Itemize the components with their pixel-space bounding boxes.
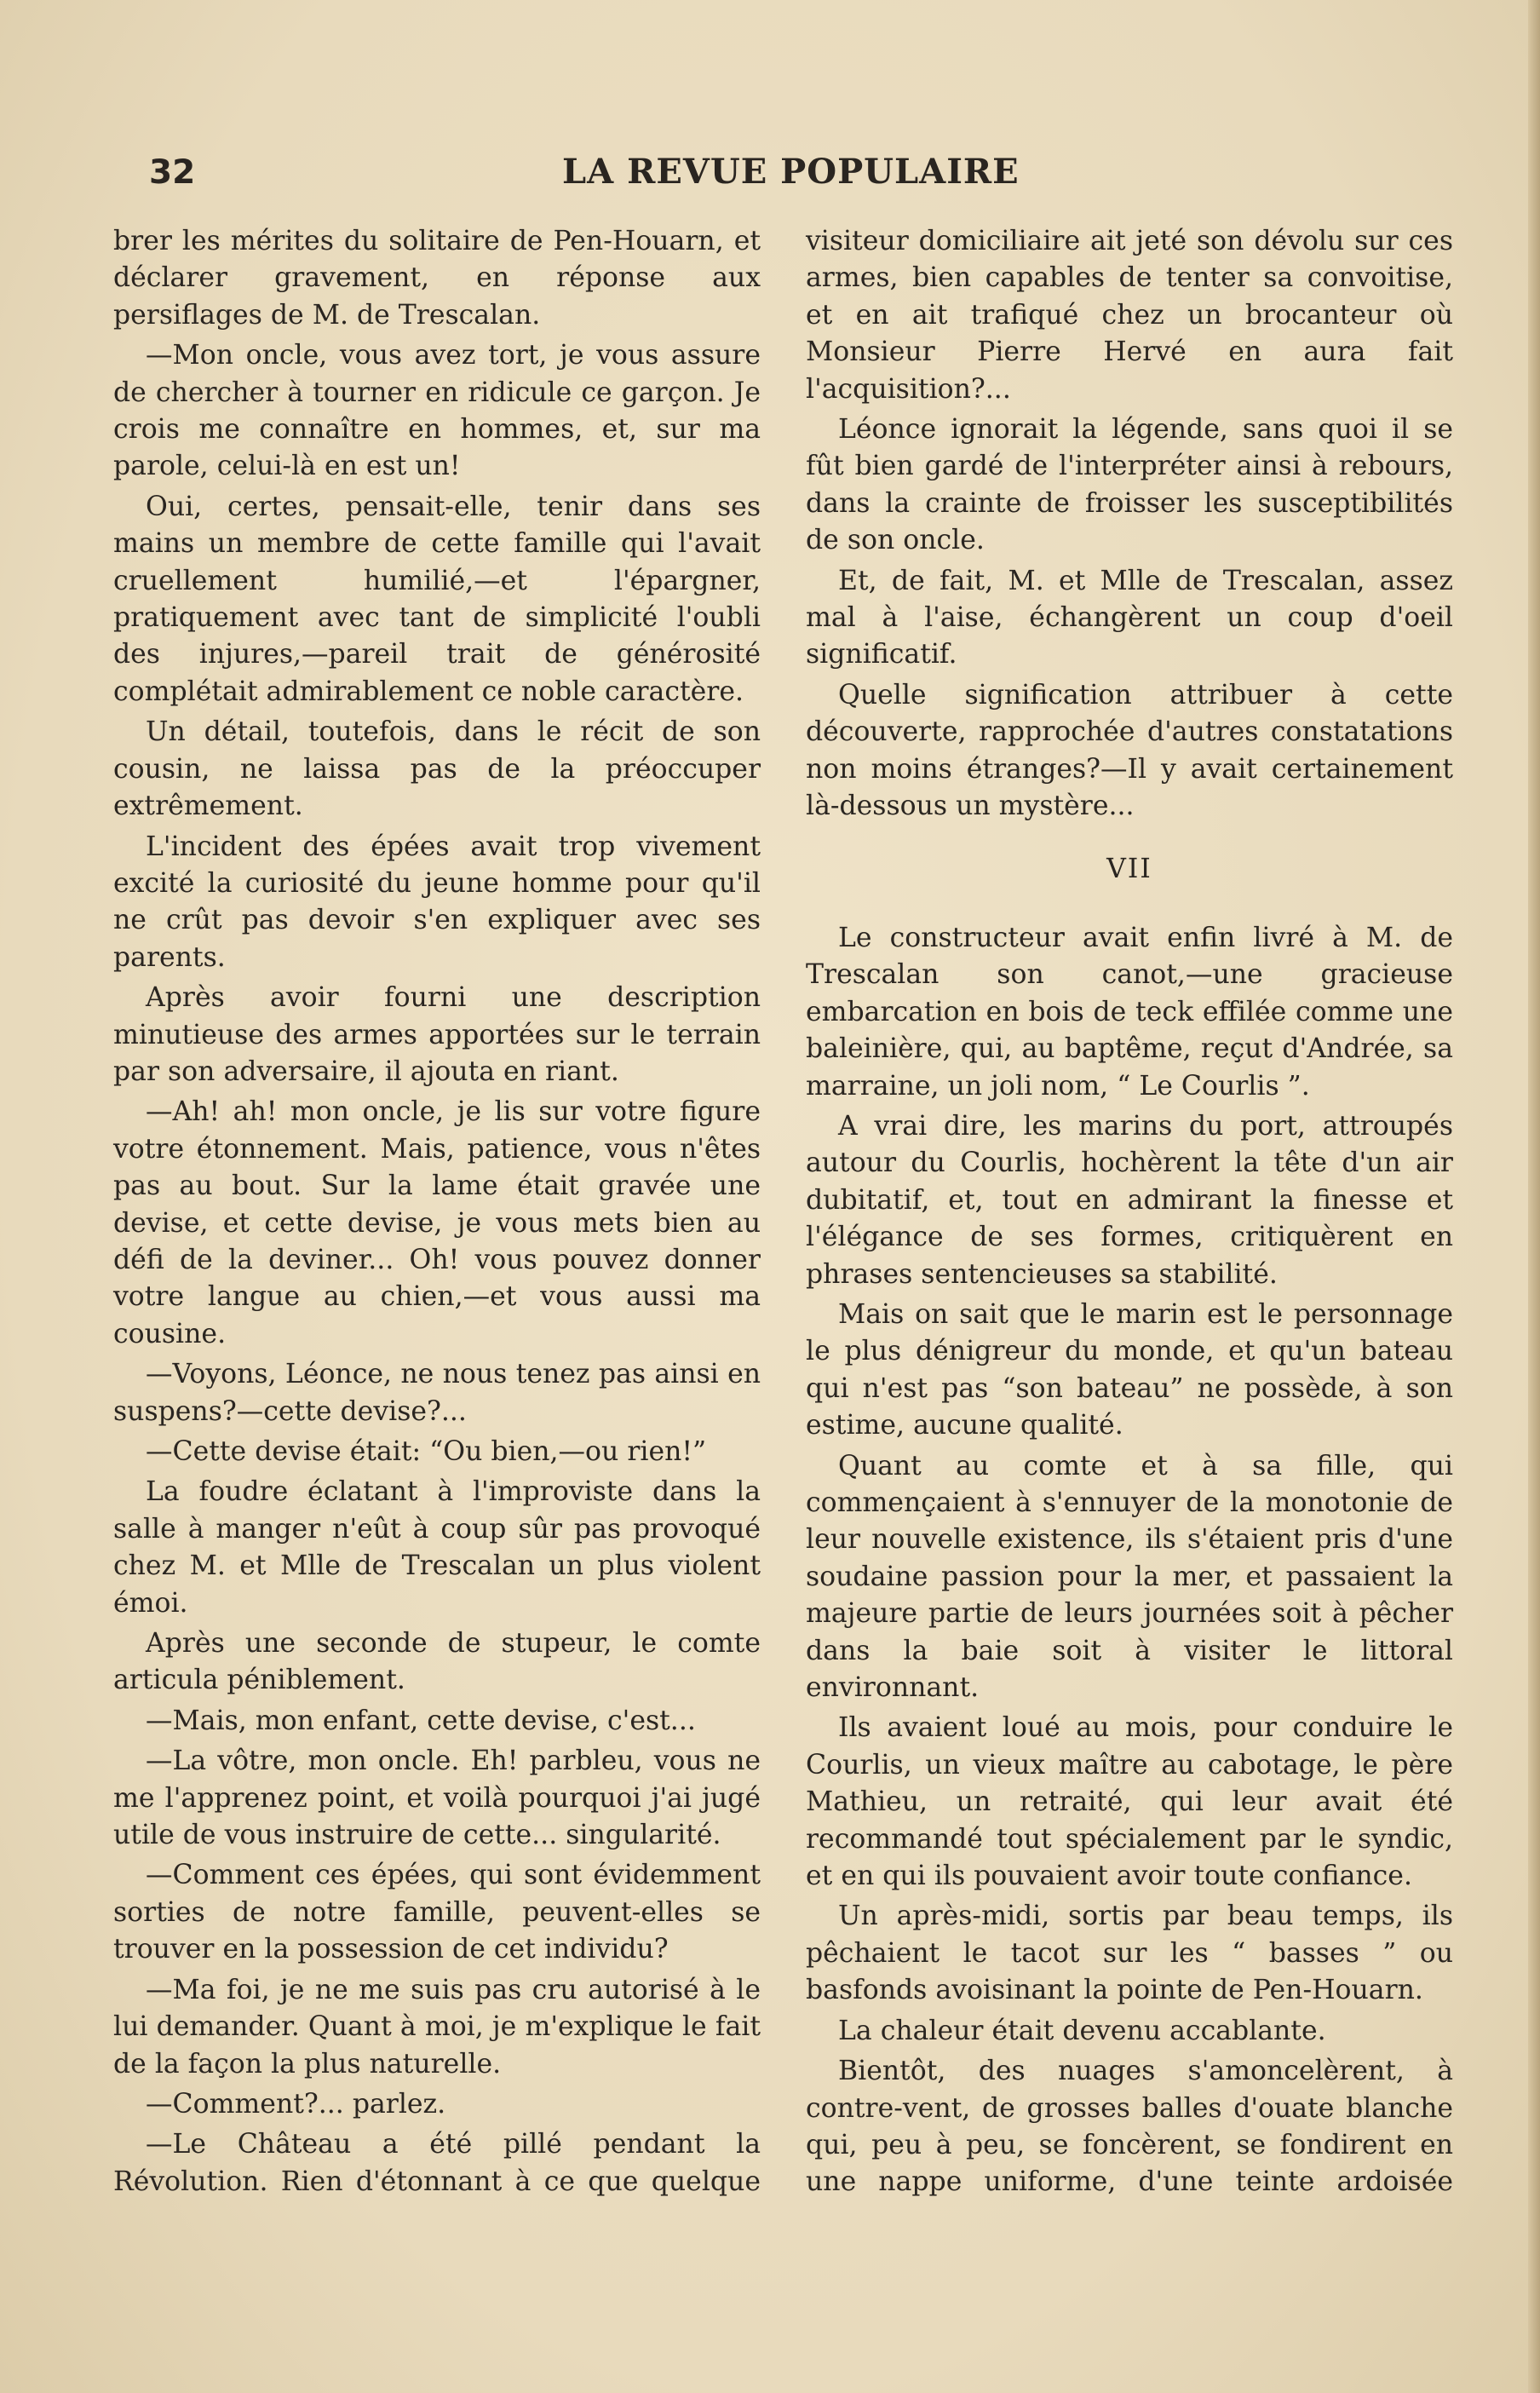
paragraph: Ils avaient loué au mois, pour conduire le Courlis, un vieux maître au cabotage, le père Mathieu, un retraité, qui leur avait été recommandé tout spécialement par le syndic, et en qui ils pouvaient avoir toute confiance.	[806, 1712, 1453, 1892]
paragraph: Et, de fait, M. et Mlle de Trescalan, assez mal à l'aise, échangèrent un coup d'oeil significatif.	[806, 565, 1453, 670]
paragraph: La foudre éclatant à l'improviste dans la salle à manger n'eût à coup sûr pas provoqué chez M. et Mlle de Trescalan un plus violent émoi.	[113, 1476, 761, 1619]
paragraph: Un détail, toutefois, dans le récit de son cousin, ne laissa pas de la préoccuper extrêmement.	[113, 716, 761, 822]
paragraph: Un après-midi, sortis par beau temps, ils pêchaient le tacot sur les “ basses ” ou basfonds avoisinant la pointe de Pen-Houarn.	[806, 1901, 1453, 2006]
paragraph: —Comment?... parlez.	[146, 2088, 446, 2120]
paragraph: —Le Château a été pillé pendant la Révolution. Rien d'étonnant à ce que quelque	[113, 2129, 761, 2197]
paragraph: Léonce ignorait la légende, sans quoi il se fût bien gardé de l'interpréter ainsi à rebours, dans la crainte de froisser les susceptibilités de son oncle.	[806, 414, 1453, 556]
paragraph: Après une seconde de stupeur, le comte articula péniblement.	[113, 1628, 761, 1696]
paragraph: —Mon oncle, vous avez tort, je vous assure de chercher à tourner en ridicule ce garçon. Je crois me connaître en hommes, et, sur ma parole, celui-là en est un!	[113, 340, 761, 482]
paragraph: brer les mérites du solitaire de Pen-Houarn, et déclarer gravement, en réponse aux persiflages de M. de Trescalan.	[113, 226, 761, 331]
paragraph: —Cette devise était: “Ou bien,—ou rien!”	[146, 1436, 707, 1467]
paragraph: —Comment ces épées, qui sont évidemment sorties de notre famille, peuvent-elles se trouver en la possession de cet individu?	[113, 1860, 761, 1965]
paragraph: Mais on sait que le marin est le personnage le plus dénigreur du monde, et qu'un bateau qui n'est pas “son bateau” ne possède, à son estime, aucune qualité.	[806, 1298, 1453, 1441]
paragraph: —La vôtre, mon oncle. Eh! parbleu, vous ne me l'apprenez point, et voilà pourquoi j'ai jugé utile de vous instruire de cette... singularité.	[113, 1746, 761, 1851]
paragraph: —Ma foi, je ne me suis pas cru autorisé à le lui demander. Quant à moi, je m'explique le fait de la façon la plus naturelle.	[113, 1974, 761, 2079]
page-number: 32	[149, 153, 196, 192]
paragraph: Quelle signification attribuer à cette découverte, rapprochée d'autres constatations non moins étranges?—Il y avait certainement là-dessous un mystère...	[806, 679, 1453, 822]
paragraph: —Mais, mon enfant, cette devise, c'est...	[146, 1705, 696, 1736]
paragraph: —Ah! ah! mon oncle, je lis sur votre figure votre étonnement. Mais, patience, vous n'êtes pas au bout. Sur la lame était gravée une devise, et cette devise, je vous mets bien au défi de la deviner... Oh! vous pouvez donner votre langue au chien,—et vous aussi ma cousine.	[113, 1096, 761, 1349]
paragraph: Après avoir fourni une description minutieuse des armes apportées sur le terrain par son adversaire, il ajouta en riant.	[113, 982, 761, 1087]
paragraph: Le constructeur avait enfin livré à M. de Trescalan son canot,—une gracieuse embarcation en bois de teck effilée comme une baleinière, qui, au baptême, reçut d'Andrée, sa marraine, un joli nom, “ Le Courlis ”.	[806, 922, 1453, 1102]
paragraph: L'incident des épées avait trop vivement excité la curiosité du jeune homme pour qu'il ne crût pas devoir s'en expliquer avec ses parents.	[113, 831, 761, 973]
page-edge	[1528, 0, 1540, 2393]
running-title: LA REVUE POPULAIRE	[562, 152, 1020, 192]
paragraph: La chaleur était devenu accablante.	[838, 2015, 1326, 2046]
paragraph: A vrai dire, les marins du port, attroupés autour du Courlis, hochèrent la tête d'un air dubitatif, et, tout en admirant la finesse et l'élégance de ses formes, critiquèrent en phrases sentencieuses sa stabilité.	[806, 1110, 1453, 1290]
paragraph: Oui, certes, pensait-elle, tenir dans ses mains un membre de cette famille qui l'avait cruellement humilié,—et l'épargner, pratiquement avec tant de simplicité l'oubli des injures,—pareil trait de générosité complétait admirablement ce noble caractère.	[113, 491, 761, 707]
paragraph: visiteur domiciliaire ait jeté son dévolu sur ces armes, bien capables de tenter sa convoitise, et en ait trafiqué chez un brocanteur où Monsieur Pierre Hervé en aura fait l'acquisition?...	[806, 226, 1453, 405]
paragraph: Quant au comte et à sa fille, qui commençaient à s'ennuyer de la monotonie de leur nouvelle existence, ils s'étaient pris d'une soudaine passion pour la mer, et passaient la majeure partie de leurs journées soit à pêcher dans la baie soit à visiter le littoral environnant.	[806, 1450, 1453, 1704]
paragraph: Bientôt, des nuages s'amoncelèrent, à contre-vent, de grosses balles d'ouate blanche qui, peu à peu, se foncèrent, se fondirent en une nappe uniforme, d'une teinte ardoisée	[806, 2056, 1453, 2198]
paragraph: —Voyons, Léonce, ne nous tenez pas ainsi en suspens?—cette devise?...	[113, 1359, 761, 1427]
right-column	[806, 223, 1453, 2205]
chapter-heading: VII	[1106, 853, 1152, 884]
left-column	[113, 223, 761, 2204]
